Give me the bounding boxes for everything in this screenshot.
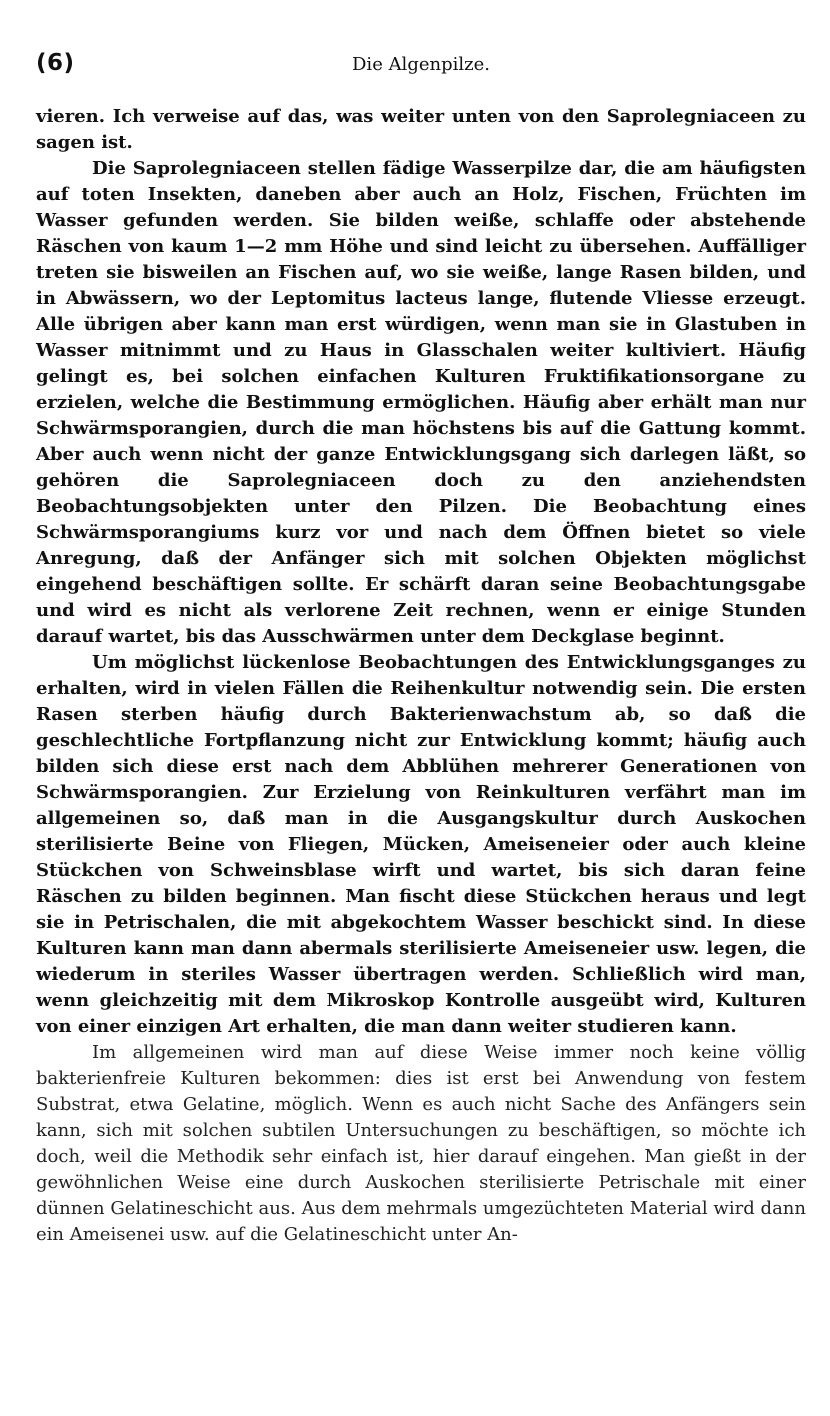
paragraph-reinkulturen: Um möglichst lückenlose Beobachtungen des Entwicklungsganges zu erhalten, wird in vielen Fällen die Reihenkultur notwendig sein. Die ersten Rasen sterben häufig durch Bakterienwachstum ab, so daß die geschlechtliche Fortpflanzung nicht zur Entwicklung kommt; häufig auch bilden sich diese erst nach dem Abblühen mehrerer Generationen von Schwärmsporangien. Zur Erzielung von Reinkulturen verfährt man im allgemeinen so, daß man in die Ausgangskultur durch Auskochen sterilisierte Beine von Fliegen, Mücken, Ameiseneier oder auch kleine Stückchen von Schweinsblase wirft und wartet, bis sich daran feine Räschen zu bilden beginnen. Man fischt diese Stückchen heraus und legt sie in Petrischalen, die mit abgekochtem Wasser beschickt sind. In diese Kulturen kann man dann abermals sterilisierte Ameiseneier usw. legen, die wiederum in steriles Wasser übertragen werden. Schließlich wird man, wenn gleichzeitig mit dem Mikroskop Kontrolle ausgeübt wird, Kulturen von einer einzigen Art erhalten, die man dann weiter studieren kann. (36, 652, 806, 1037)
book-page (36, 50, 806, 1248)
page-number: (6) (36, 50, 75, 76)
paragraph-saprolegniaceen: Die Saprolegniaceen stellen fädige Wasserpilze dar, die am häufigsten auf toten Insekten, daneben aber auch an Holz, Fischen, Früchten im Wasser gefunden werden. Sie bilden weiße, schlaffe oder abstehende Räschen von kaum 1—2 mm Höhe und sind leicht zu übersehen. Auffälliger treten sie bisweilen an Fischen auf, wo sie weiße, lange Rasen bilden, und in Abwässern, wo der Leptomitus lacteus lange, flutende Vliesse erzeugt. Alle übrigen aber kann man erst würdigen, wenn man sie in Glastuben in Wasser mitnimmt und zu Haus in Glasschalen weiter kultiviert. Häufig gelingt es, bei solchen einfachen Kulturen Fruktifikationsorgane zu erzielen, welche die Bestimmung ermöglichen. Häufig aber erhält man nur Schwärmsporangien, durch die man höchstens bis auf die Gattung kommt. Aber auch wenn nicht der ganze Entwicklungsgang sich darlegen läßt, so gehören die Saprolegniaceen doch zu den anziehendsten Beobachtungsobjekten unter den Pilzen. Die Beobachtung eines Schwärmsporangiums kurz vor und nach dem Öffnen bietet so viele Anregung, daß der Anfänger sich mit solchen Objekten möglichst eingehend beschäftigen sollte. Er schärft daran seine Beobachtungsgabe und wird es nicht als verlorene Zeit rechnen, wenn er einige Stunden darauf wartet, bis das Ausschwärmen unter dem Deckglase beginnt. (36, 158, 806, 647)
paragraph-gelatine: Im allgemeinen wird man auf diese Weise immer noch keine völlig bakterienfreie Kulturen bekommen: dies ist erst bei Anwendung von festem Substrat, etwa Gelatine, möglich. Wenn es auch nicht Sache des Anfängers sein kann, sich mit solchen subtilen Untersuchungen zu beschäftigen, so möchte ich doch, weil die Methodik sehr einfach ist, hier darauf eingehen. Man gießt in der gewöhnlichen Weise eine durch Auskochen sterilisierte Petrischale mit einer dünnen Gelatineschicht aus. Aus dem mehrmals umgezüchteten Material wird dann ein Ameisenei usw. auf die Gelatineschicht unter An- (36, 1042, 806, 1245)
paragraph-continuation: vieren. Ich verweise auf das, was weiter unten von den Saprolegniaceen zu sagen ist. (36, 106, 806, 153)
running-title: Die Algenpilze. (352, 54, 490, 75)
page-header (36, 50, 806, 84)
